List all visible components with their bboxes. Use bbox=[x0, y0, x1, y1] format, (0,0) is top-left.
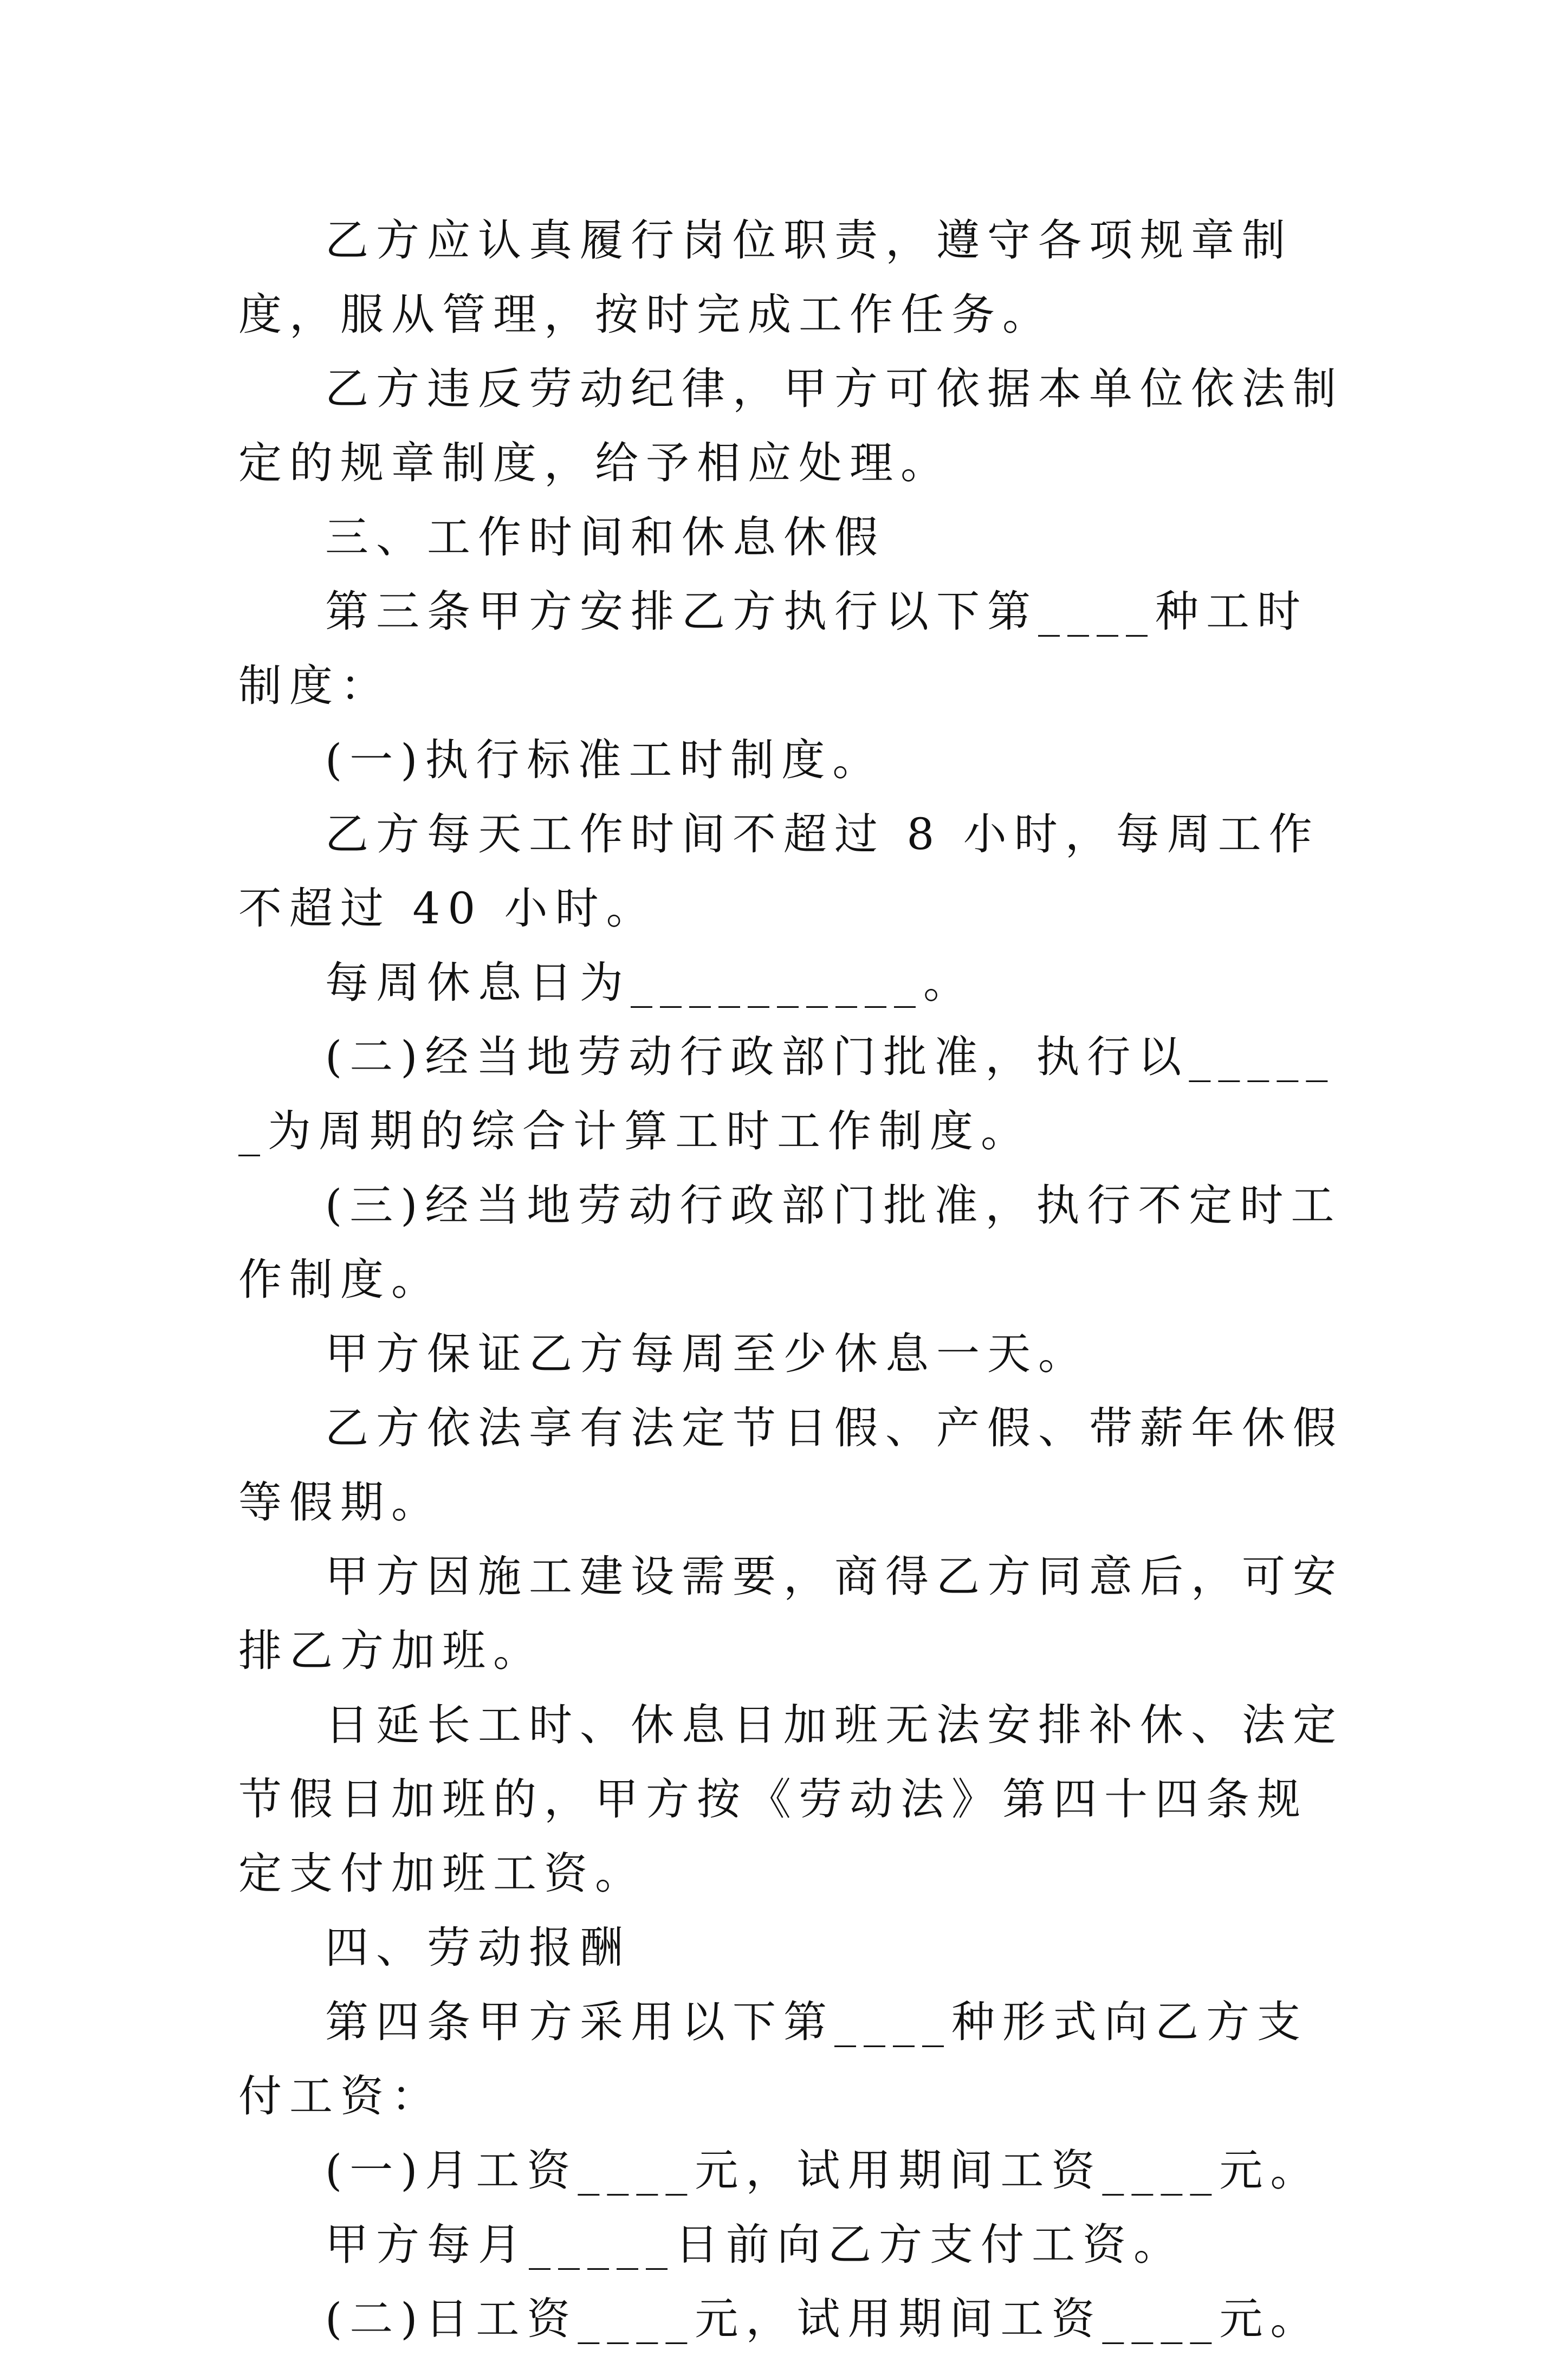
paragraph-flexible-hours: (三)经当地劳动行政部门批准，执行不定时工作制度。 bbox=[238, 1180, 1342, 1305]
paragraph-standard-hours: (一)执行标准工时制度。 bbox=[325, 735, 884, 785]
paragraph-discipline: 乙方违反劳动纪律，甲方可依据本单位依法制定的规章制度，给予相应处理。 bbox=[238, 364, 1344, 488]
paragraph-overtime: 甲方因施工建设需要，商得乙方同意后，可安排乙方加班。 bbox=[238, 1551, 1344, 1676]
document-body bbox=[238, 203, 1344, 2356]
paragraph-comprehensive-hours: (二)经当地劳动行政部门批准，执行以______为周期的综合计算工时工作制度。 bbox=[238, 1032, 1336, 1156]
section-heading-remuneration: 四、劳动报酬 bbox=[325, 1923, 631, 1973]
paragraph-pay-date: 甲方每月_____日前向乙方支付工资。 bbox=[325, 2219, 1184, 2270]
paragraph-monthly-wage: (一)月工资____元，试用期间工资____元。 bbox=[325, 2145, 1321, 2196]
paragraph-weekly-rest: 甲方保证乙方每周至少休息一天。 bbox=[325, 1329, 1089, 1379]
section-heading-working-hours: 三、工作时间和休息休假 bbox=[325, 512, 885, 562]
paragraph-duties: 乙方应认真履行岗位职责，遵守各项规章制度，服从管理，按时完成工作任务。 bbox=[238, 215, 1293, 340]
paragraph-rest-day: 每周休息日为__________。 bbox=[325, 957, 974, 1008]
paragraph-article-3: 第三条甲方安排乙方执行以下第____种工时制度： bbox=[238, 586, 1308, 711]
paragraph-holidays: 乙方依法享有法定节日假、产假、带薪年休假等假期。 bbox=[238, 1403, 1344, 1527]
paragraph-daily-limit: 乙方每天工作时间不超过 8 小时，每周工作不超过 40 小时。 bbox=[238, 809, 1320, 934]
paragraph-daily-wage: (二)日工资____元，试用期间工资____元。 bbox=[325, 2294, 1321, 2344]
paragraph-overtime-pay: 日延长工时、休息日加班无法安排补休、法定节假日加班的，甲方按《劳动法》第四十四条规定支付加班工资。 bbox=[238, 1700, 1344, 1899]
paragraph-article-4: 第四条甲方采用以下第____种形式向乙方支付工资： bbox=[238, 1997, 1308, 2121]
